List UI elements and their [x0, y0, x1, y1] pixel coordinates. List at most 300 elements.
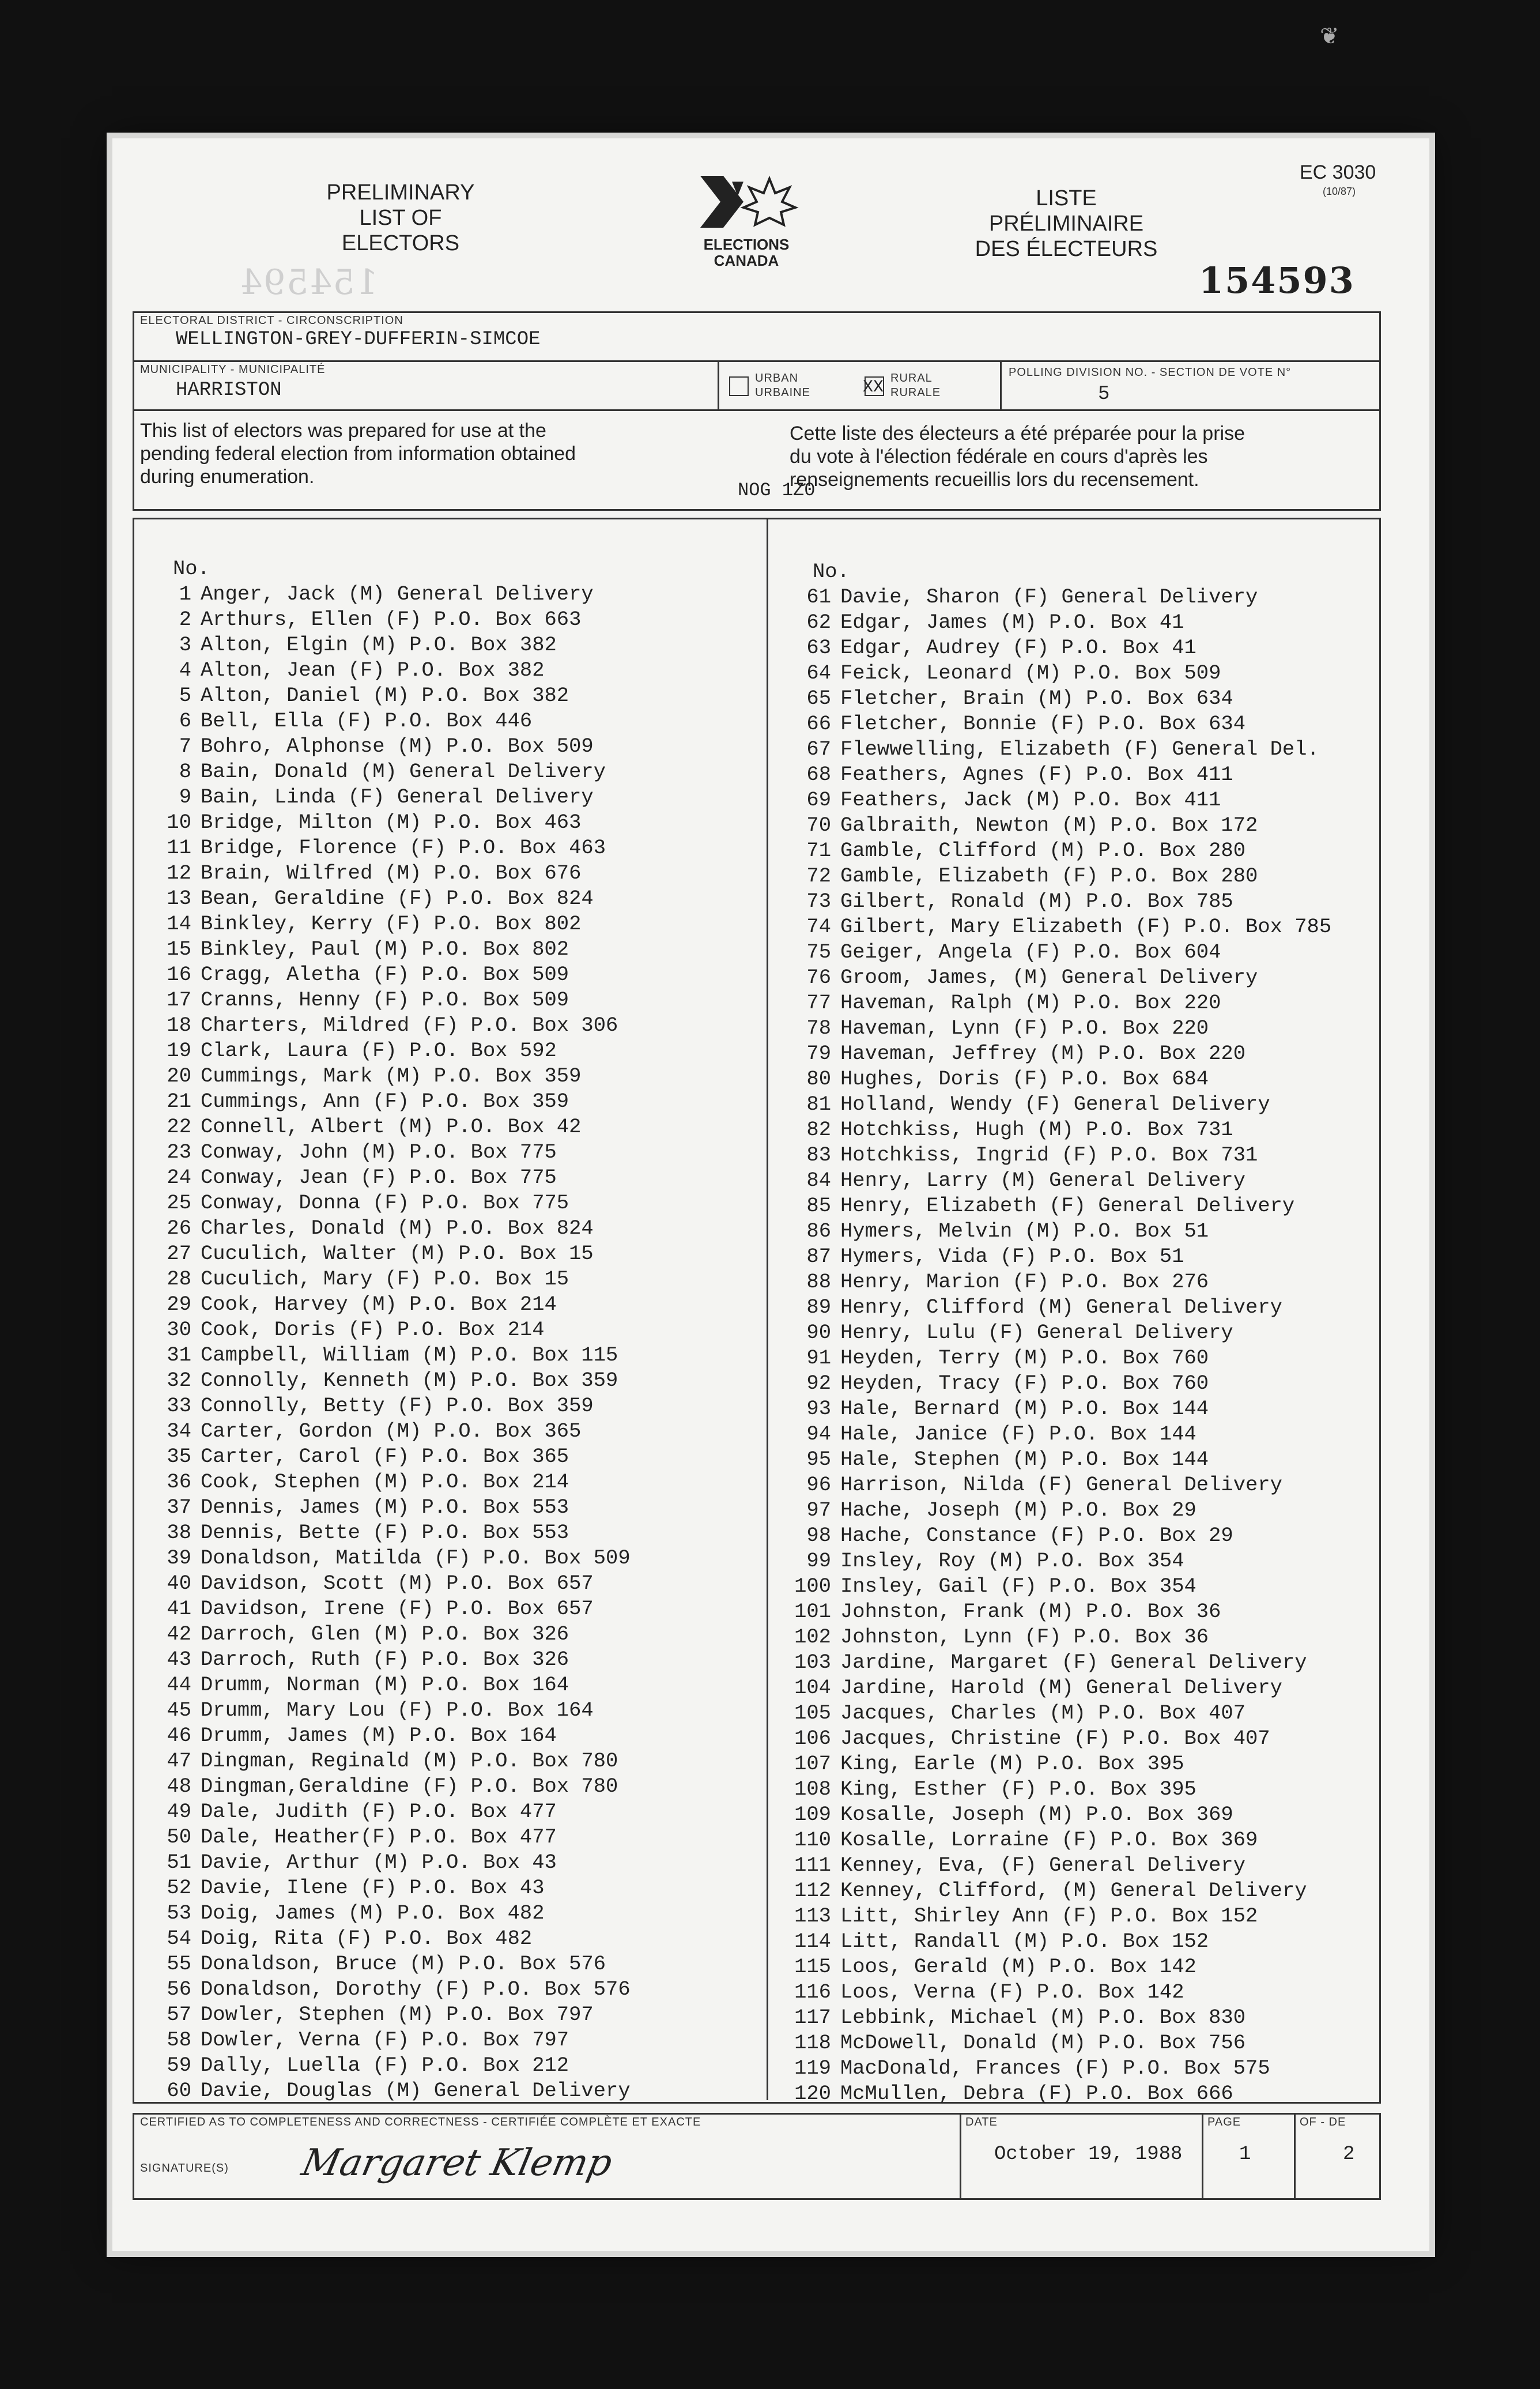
- elector-row: [150, 1926, 631, 1951]
- elector-entry: Alton, Jean (F) P.O. Box 382: [201, 658, 545, 682]
- elector-number: 115: [794, 1955, 831, 1979]
- elector-number: 67: [806, 737, 831, 761]
- elector-row: [150, 1698, 631, 1723]
- divider: [718, 360, 719, 411]
- date-label: DATE: [965, 2116, 998, 2128]
- elector-entry: McDowell, Donald (M) P.O. Box 756: [840, 2031, 1246, 2055]
- elector-number: 114: [794, 1930, 831, 1953]
- elector-number: 95: [806, 1448, 831, 1471]
- elector-number: 42: [167, 1622, 191, 1646]
- urban-checkbox: [729, 376, 749, 396]
- elector-number: 83: [806, 1143, 831, 1167]
- divider: [960, 2113, 961, 2198]
- elector-number: 69: [806, 788, 831, 812]
- of-value: 2: [1343, 2143, 1355, 2165]
- elector-number: 13: [167, 887, 191, 910]
- elector-entry: Kenney, Eva, (F) General Delivery: [840, 1853, 1246, 1877]
- elector-row: [150, 1977, 631, 2002]
- elector-number: 110: [794, 1828, 831, 1852]
- elector-number: 10: [167, 811, 191, 834]
- elector-number: 120: [794, 2082, 831, 2105]
- elector-number: 5: [179, 684, 191, 707]
- elector-entry: Dale, Judith (F) P.O. Box 477: [201, 1800, 557, 1823]
- elector-row: [790, 838, 1331, 864]
- elector-number: 8: [179, 760, 191, 783]
- elector-entry: McMullen, Debra (F) P.O. Box 666: [840, 2082, 1233, 2105]
- elector-row: [790, 1954, 1331, 1980]
- elector-number: 89: [806, 1295, 831, 1319]
- elector-row: [150, 759, 631, 785]
- elector-number: 73: [806, 890, 831, 913]
- elector-row: [790, 1371, 1331, 1396]
- title-en-line: LIST OF: [359, 206, 442, 230]
- elector-entry: Anger, Jack (M) General Delivery: [201, 582, 594, 606]
- municipality-value: HARRISTON: [176, 379, 282, 401]
- elector-row: [150, 1495, 631, 1520]
- ghost-serial: 154594: [239, 262, 379, 303]
- elector-entry: Henry, Lulu (F) General Delivery: [840, 1321, 1233, 1344]
- elector-entry: Carter, Gordon (M) P.O. Box 365: [201, 1419, 582, 1443]
- title-french: [971, 186, 1161, 262]
- page-label: PAGE: [1207, 2116, 1241, 2128]
- elector-number: 90: [806, 1321, 831, 1344]
- elector-row: [790, 914, 1331, 940]
- elector-row: [150, 1393, 631, 1419]
- elector-row: [790, 1396, 1331, 1422]
- elector-number: 17: [167, 988, 191, 1012]
- elector-entry: Clark, Laura (F) P.O. Box 592: [201, 1039, 557, 1062]
- elector-entry: Bell, Ella (F) P.O. Box 446: [201, 709, 533, 733]
- elector-row: [790, 2056, 1331, 2081]
- elector-number: 70: [806, 813, 831, 837]
- elector-entry: Henry, Clifford (M) General Delivery: [840, 1295, 1282, 1319]
- elector-entry: Jacques, Christine (F) P.O. Box 407: [840, 1727, 1270, 1750]
- elector-entry: Charles, Donald (M) P.O. Box 824: [201, 1216, 594, 1240]
- elector-entry: Edgar, James (M) P.O. Box 41: [840, 611, 1184, 634]
- elector-entry: Insley, Roy (M) P.O. Box 354: [840, 1549, 1184, 1573]
- divider: [133, 360, 1379, 362]
- intro-line: This list of electors was prepared for use at the: [140, 420, 546, 442]
- elector-row: [150, 988, 631, 1013]
- elector-entry: Bain, Donald (M) General Delivery: [201, 760, 606, 783]
- elector-row: [790, 1853, 1331, 1878]
- elector-number: 63: [806, 636, 831, 660]
- elector-row: [150, 1647, 631, 1672]
- elector-row: [150, 1190, 631, 1216]
- intro-line: Cette liste des électeurs a été préparée pour la prise: [790, 423, 1245, 444]
- elector-entry: Hotchkiss, Hugh (M) P.O. Box 731: [840, 1118, 1233, 1141]
- elector-number: 94: [806, 1422, 831, 1446]
- elector-entry: Carter, Carol (F) P.O. Box 365: [201, 1445, 569, 1468]
- elector-row: [150, 1875, 631, 1901]
- elector-number: 26: [167, 1216, 191, 1240]
- district-label: ELECTORAL DISTRICT - CIRCONSCRIPTION: [140, 314, 403, 327]
- elector-row: [150, 2053, 631, 2078]
- elector-entry: Kenney, Clifford, (M) General Delivery: [840, 1879, 1307, 1902]
- signature-label: SIGNATURE(S): [140, 2162, 229, 2175]
- elector-row: [790, 1092, 1331, 1117]
- elector-number: 33: [167, 1394, 191, 1418]
- elector-entry: Bean, Geraldine (F) P.O. Box 824: [201, 887, 594, 910]
- elector-row: [150, 658, 631, 683]
- elector-number: 97: [806, 1498, 831, 1522]
- elector-row: [150, 1317, 631, 1343]
- elector-number: 29: [167, 1293, 191, 1316]
- elector-entry: Hymers, Vida (F) P.O. Box 51: [840, 1245, 1184, 1268]
- elector-entry: Insley, Gail (F) P.O. Box 354: [840, 1574, 1196, 1598]
- elector-row: [150, 1723, 631, 1749]
- elector-entry: Hache, Constance (F) P.O. Box 29: [840, 1524, 1233, 1547]
- title-en-line: PRELIMINARY: [326, 180, 475, 205]
- elector-entry: Henry, Marion (F) P.O. Box 276: [840, 1270, 1209, 1294]
- elector-number: 3: [179, 633, 191, 657]
- elector-entry: Heyden, Tracy (F) P.O. Box 760: [840, 1371, 1209, 1395]
- postal-code: NOG 1Z0: [738, 480, 816, 501]
- elector-row: [790, 1447, 1331, 1472]
- elector-row: [790, 762, 1331, 787]
- elector-number: 47: [167, 1749, 191, 1773]
- elector-row: [790, 1726, 1331, 1751]
- elector-entry: Davidson, Scott (M) P.O. Box 657: [201, 1572, 594, 1595]
- elector-entry: Drumm, James (M) P.O. Box 164: [201, 1724, 557, 1747]
- elector-row: [790, 1599, 1331, 1625]
- elector-entry: Drumm, Mary Lou (F) P.O. Box 164: [201, 1698, 594, 1722]
- elector-number: 40: [167, 1572, 191, 1595]
- elector-entry: Henry, Elizabeth (F) General Delivery: [840, 1194, 1295, 1218]
- elector-row: [790, 1472, 1331, 1498]
- elector-row: [790, 1016, 1331, 1041]
- elector-entry: Hughes, Doris (F) P.O. Box 684: [840, 1067, 1209, 1091]
- elector-row: [790, 1574, 1331, 1599]
- elector-number: 43: [167, 1648, 191, 1671]
- elector-entry: Heyden, Terry (M) P.O. Box 760: [840, 1346, 1209, 1370]
- elector-number: 72: [806, 864, 831, 888]
- elector-row: [790, 1193, 1331, 1219]
- elector-number: 19: [167, 1039, 191, 1062]
- elector-entry: Loos, Verna (F) P.O. Box 142: [840, 1980, 1184, 2004]
- intro-line: du vote à l'élection fédérale en cours d'après les: [790, 446, 1208, 468]
- elector-entry: Connolly, Kenneth (M) P.O. Box 359: [201, 1369, 618, 1392]
- elector-row: [150, 709, 631, 734]
- elector-number: 21: [167, 1090, 191, 1113]
- elector-entry: King, Esther (F) P.O. Box 395: [840, 1777, 1196, 1801]
- elector-number: 52: [167, 1876, 191, 1900]
- elector-number: 23: [167, 1140, 191, 1164]
- elector-row: [790, 787, 1331, 813]
- elector-number: 100: [794, 1574, 831, 1598]
- elector-entry: Campbell, William (M) P.O. Box 115: [201, 1343, 618, 1367]
- elector-entry: Flewwelling, Elizabeth (F) General Del.: [840, 737, 1319, 761]
- intro-english: [140, 419, 576, 488]
- elector-row: [790, 1320, 1331, 1346]
- elector-entry: Cummings, Ann (F) P.O. Box 359: [201, 1090, 569, 1113]
- elector-entry: Darroch, Ruth (F) P.O. Box 326: [201, 1648, 569, 1671]
- elector-entry: Alton, Elgin (M) P.O. Box 382: [201, 633, 557, 657]
- rural-label-en: RURAL: [890, 372, 933, 385]
- corner-mark: ❦: [1320, 24, 1339, 49]
- elector-row: [790, 1269, 1331, 1295]
- elector-number: 50: [167, 1825, 191, 1849]
- elector-row: [790, 1904, 1331, 1929]
- elector-row: [790, 1498, 1331, 1523]
- elector-entry: Cuculich, Walter (M) P.O. Box 15: [201, 1242, 594, 1265]
- elector-row: [790, 1244, 1331, 1269]
- elector-entry: Bridge, Milton (M) P.O. Box 463: [201, 811, 582, 834]
- elector-number: 111: [794, 1853, 831, 1877]
- elector-row: [790, 1117, 1331, 1143]
- elector-number: 112: [794, 1879, 831, 1902]
- elector-entry: Jardine, Harold (M) General Delivery: [840, 1676, 1282, 1700]
- elector-row: [150, 937, 631, 962]
- elector-number: 41: [167, 1597, 191, 1621]
- elector-entry: Feathers, Agnes (F) P.O. Box 411: [840, 763, 1233, 786]
- elector-row: [790, 1067, 1331, 1092]
- elector-number: 56: [167, 1977, 191, 2001]
- elector-number: 2: [179, 608, 191, 631]
- elector-number: 20: [167, 1064, 191, 1088]
- elector-entry: Cook, Harvey (M) P.O. Box 214: [201, 1293, 557, 1316]
- elector-number: 16: [167, 963, 191, 986]
- elector-number: 62: [806, 611, 831, 634]
- elector-number: 107: [794, 1752, 831, 1776]
- elector-number: 80: [806, 1067, 831, 1091]
- elector-entry: Bohro, Alphonse (M) P.O. Box 509: [201, 734, 594, 758]
- elector-number: 105: [794, 1701, 831, 1725]
- elector-entry: Loos, Gerald (M) P.O. Box 142: [840, 1955, 1196, 1979]
- elector-entry: Davie, Arthur (M) P.O. Box 43: [201, 1851, 557, 1874]
- form-code: EC 3030: [1300, 161, 1376, 183]
- elector-number: 27: [167, 1242, 191, 1265]
- polling-value: 5: [1098, 383, 1110, 405]
- elector-number: 11: [167, 836, 191, 860]
- elector-number: 116: [794, 1980, 831, 2004]
- elector-entry: Johnston, Frank (M) P.O. Box 36: [840, 1600, 1221, 1623]
- elector-row: [790, 1548, 1331, 1574]
- elector-row: [150, 1672, 631, 1698]
- elector-entry: Cuculich, Mary (F) P.O. Box 15: [201, 1267, 569, 1291]
- elector-row: [790, 1751, 1331, 1777]
- elector-row: [150, 2002, 631, 2028]
- logo-word: ELECTIONS: [703, 236, 790, 253]
- elector-number: 99: [806, 1549, 831, 1573]
- elector-number: 44: [167, 1673, 191, 1697]
- elector-number: 37: [167, 1495, 191, 1519]
- elector-number: 88: [806, 1270, 831, 1294]
- elector-column-right: [790, 559, 1331, 2107]
- elector-entry: Binkley, Paul (M) P.O. Box 802: [201, 937, 569, 961]
- elector-entry: Kosalle, Lorraine (F) P.O. Box 369: [840, 1828, 1258, 1852]
- elector-row: [150, 1469, 631, 1495]
- elector-entry: Hotchkiss, Ingrid (F) P.O. Box 731: [840, 1143, 1258, 1167]
- elector-row: [150, 1571, 631, 1596]
- elector-row: [790, 1168, 1331, 1193]
- elector-row: [150, 1089, 631, 1114]
- elector-entry: Davie, Douglas (M) General Delivery: [201, 2079, 631, 2102]
- elector-entry: Drumm, Norman (M) P.O. Box 164: [201, 1673, 569, 1697]
- title-fr-line: LISTE: [1036, 186, 1097, 210]
- elector-row: [790, 1041, 1331, 1067]
- elector-number: 34: [167, 1419, 191, 1443]
- elector-entry: Hymers, Melvin (M) P.O. Box 51: [840, 1219, 1209, 1243]
- elector-row: [150, 582, 631, 607]
- elector-number: 36: [167, 1470, 191, 1494]
- elector-entry: Hale, Stephen (M) P.O. Box 144: [840, 1448, 1209, 1471]
- elector-entry: Cranns, Henny (F) P.O. Box 509: [201, 988, 569, 1012]
- elector-entry: Donaldson, Matilda (F) P.O. Box 509: [201, 1546, 631, 1570]
- elector-number: 48: [167, 1774, 191, 1798]
- elector-entry: Johnston, Lynn (F) P.O. Box 36: [840, 1625, 1209, 1649]
- elector-entry: Dennis, Bette (F) P.O. Box 553: [201, 1521, 569, 1544]
- elector-entry: Dingman, Reginald (M) P.O. Box 780: [201, 1749, 618, 1773]
- elector-entry: Conway, Jean (F) P.O. Box 775: [201, 1166, 557, 1189]
- rural-check-mark: XX: [863, 378, 884, 397]
- divider: [1294, 2113, 1296, 2198]
- elector-entry: Cragg, Aletha (F) P.O. Box 509: [201, 963, 569, 986]
- municipality-label: MUNICIPALITY - MUNICIPALITÉ: [140, 363, 326, 376]
- elector-entry: Litt, Randall (M) P.O. Box 152: [840, 1930, 1209, 1953]
- elector-number: 91: [806, 1346, 831, 1370]
- elector-entry: Gilbert, Mary Elizabeth (F) P.O. Box 785: [840, 915, 1332, 939]
- elector-row: [150, 1368, 631, 1393]
- elector-number: 103: [794, 1651, 831, 1674]
- certified-label: CERTIFIED AS TO COMPLETENESS AND CORRECTNESS - CERTIFIÉE COMPLÈTE ET EXACTE: [140, 2116, 701, 2128]
- elector-row: [150, 1951, 631, 1977]
- date-value: October 19, 1988: [994, 2143, 1183, 2165]
- elector-number: 82: [806, 1118, 831, 1141]
- elector-entry: Donaldson, Bruce (M) P.O. Box 576: [201, 1952, 606, 1976]
- elector-row: [790, 1701, 1331, 1726]
- elector-entry: Arthurs, Ellen (F) P.O. Box 663: [201, 608, 582, 631]
- elector-number: 92: [806, 1371, 831, 1395]
- elector-number: 71: [806, 839, 831, 862]
- elector-number: 24: [167, 1166, 191, 1189]
- title-fr-line: DES ÉLECTEURS: [975, 237, 1158, 261]
- elector-number: 55: [167, 1952, 191, 1976]
- elector-number: 7: [179, 734, 191, 758]
- elector-row: [150, 1343, 631, 1368]
- elector-entry: Davie, Ilene (F) P.O. Box 43: [201, 1876, 545, 1900]
- elector-number: 1: [179, 582, 191, 606]
- elector-row: [150, 886, 631, 911]
- elector-number: 66: [806, 712, 831, 736]
- elector-row: [150, 911, 631, 937]
- elector-number: 57: [167, 2003, 191, 2026]
- elector-number: 102: [794, 1625, 831, 1649]
- elector-entry: Cook, Doris (F) P.O. Box 214: [201, 1318, 545, 1342]
- elector-number: 31: [167, 1343, 191, 1367]
- elector-row: [790, 1827, 1331, 1853]
- elector-row: [790, 1802, 1331, 1827]
- elector-entry: Gamble, Elizabeth (F) P.O. Box 280: [840, 864, 1258, 888]
- column-header: No.: [173, 557, 210, 581]
- elector-row: [790, 585, 1331, 610]
- elector-entry: Fletcher, Bonnie (F) P.O. Box 634: [840, 712, 1246, 736]
- elector-entry: Harrison, Nilda (F) General Delivery: [840, 1473, 1282, 1497]
- elector-number: 76: [806, 966, 831, 989]
- elector-entry: Conway, Donna (F) P.O. Box 775: [201, 1191, 569, 1215]
- elector-entry: Hale, Janice (F) P.O. Box 144: [840, 1422, 1196, 1446]
- urban-label-en: URBAN: [755, 372, 799, 385]
- elector-row: [790, 1422, 1331, 1447]
- elector-row: [790, 737, 1331, 762]
- elector-row: [790, 1878, 1331, 1904]
- elector-row: [150, 1064, 631, 1089]
- elector-number: 28: [167, 1267, 191, 1291]
- signature: Margaret Klemp: [298, 2142, 616, 2184]
- elector-entry: Binkley, Kerry (F) P.O. Box 802: [201, 912, 582, 936]
- elector-number: 84: [806, 1169, 831, 1192]
- elector-row: [790, 1675, 1331, 1701]
- elector-number: 81: [806, 1092, 831, 1116]
- elector-entry: Haveman, Ralph (M) P.O. Box 220: [840, 991, 1221, 1015]
- elector-entry: Cook, Stephen (M) P.O. Box 214: [201, 1470, 569, 1494]
- elector-number: 59: [167, 2053, 191, 2077]
- elector-entry: Feathers, Jack (M) P.O. Box 411: [840, 788, 1221, 812]
- elector-row: [150, 810, 631, 835]
- elector-entry: King, Earle (M) P.O. Box 395: [840, 1752, 1184, 1776]
- serial-number: 154593: [1199, 259, 1355, 302]
- elector-number: 109: [794, 1803, 831, 1826]
- elector-row: [790, 2030, 1331, 2056]
- elector-row: [150, 607, 631, 632]
- elector-row: [790, 1777, 1331, 1802]
- elector-row: [790, 686, 1331, 711]
- elector-number: 60: [167, 2079, 191, 2102]
- divider: [1202, 2113, 1203, 2198]
- divider: [1000, 360, 1002, 411]
- elector-number: 32: [167, 1369, 191, 1392]
- district-value: WELLINGTON-GREY-DUFFERIN-SIMCOE: [176, 329, 541, 351]
- elector-row: [790, 2005, 1331, 2030]
- elector-row: [150, 861, 631, 886]
- elector-number: 75: [806, 940, 831, 964]
- elector-entry: Gamble, Clifford (M) P.O. Box 280: [840, 839, 1246, 862]
- elector-entry: Dale, Heather(F) P.O. Box 477: [201, 1825, 557, 1849]
- elector-number: 45: [167, 1698, 191, 1722]
- elector-row: [150, 785, 631, 810]
- elector-row: [150, 1825, 631, 1850]
- column-divider: [767, 519, 768, 2100]
- elector-row: [150, 632, 631, 658]
- elector-row: [790, 965, 1331, 990]
- elector-row: [150, 1241, 631, 1267]
- elector-row: [790, 1295, 1331, 1320]
- title-en-line: ELECTORS: [341, 231, 460, 255]
- elector-number: 85: [806, 1194, 831, 1218]
- intro-line: renseignements recueillis lors du recensement.: [790, 469, 1199, 491]
- elector-row: [790, 940, 1331, 965]
- elector-number: 38: [167, 1521, 191, 1544]
- elector-entry: Haveman, Lynn (F) P.O. Box 220: [840, 1016, 1209, 1040]
- elector-number: 65: [806, 687, 831, 710]
- elector-row: [790, 990, 1331, 1016]
- elector-number: 106: [794, 1727, 831, 1750]
- of-label: OF - DE: [1300, 2116, 1346, 2128]
- elector-entry: Bridge, Florence (F) P.O. Box 463: [201, 836, 606, 860]
- elector-number: 113: [794, 1904, 831, 1928]
- logo-word: CANADA: [714, 252, 779, 269]
- elector-row: [790, 864, 1331, 889]
- elector-row: [150, 1292, 631, 1317]
- elector-number: 39: [167, 1546, 191, 1570]
- elector-entry: Kosalle, Joseph (M) P.O. Box 369: [840, 1803, 1233, 1826]
- elector-entry: Darroch, Glen (M) P.O. Box 326: [201, 1622, 569, 1646]
- elector-row: [790, 1980, 1331, 2005]
- elector-row: [150, 835, 631, 861]
- elector-row: [150, 962, 631, 988]
- intro-line: during enumeration.: [140, 466, 315, 488]
- elector-entry: Brain, Wilfred (M) P.O. Box 676: [201, 861, 582, 885]
